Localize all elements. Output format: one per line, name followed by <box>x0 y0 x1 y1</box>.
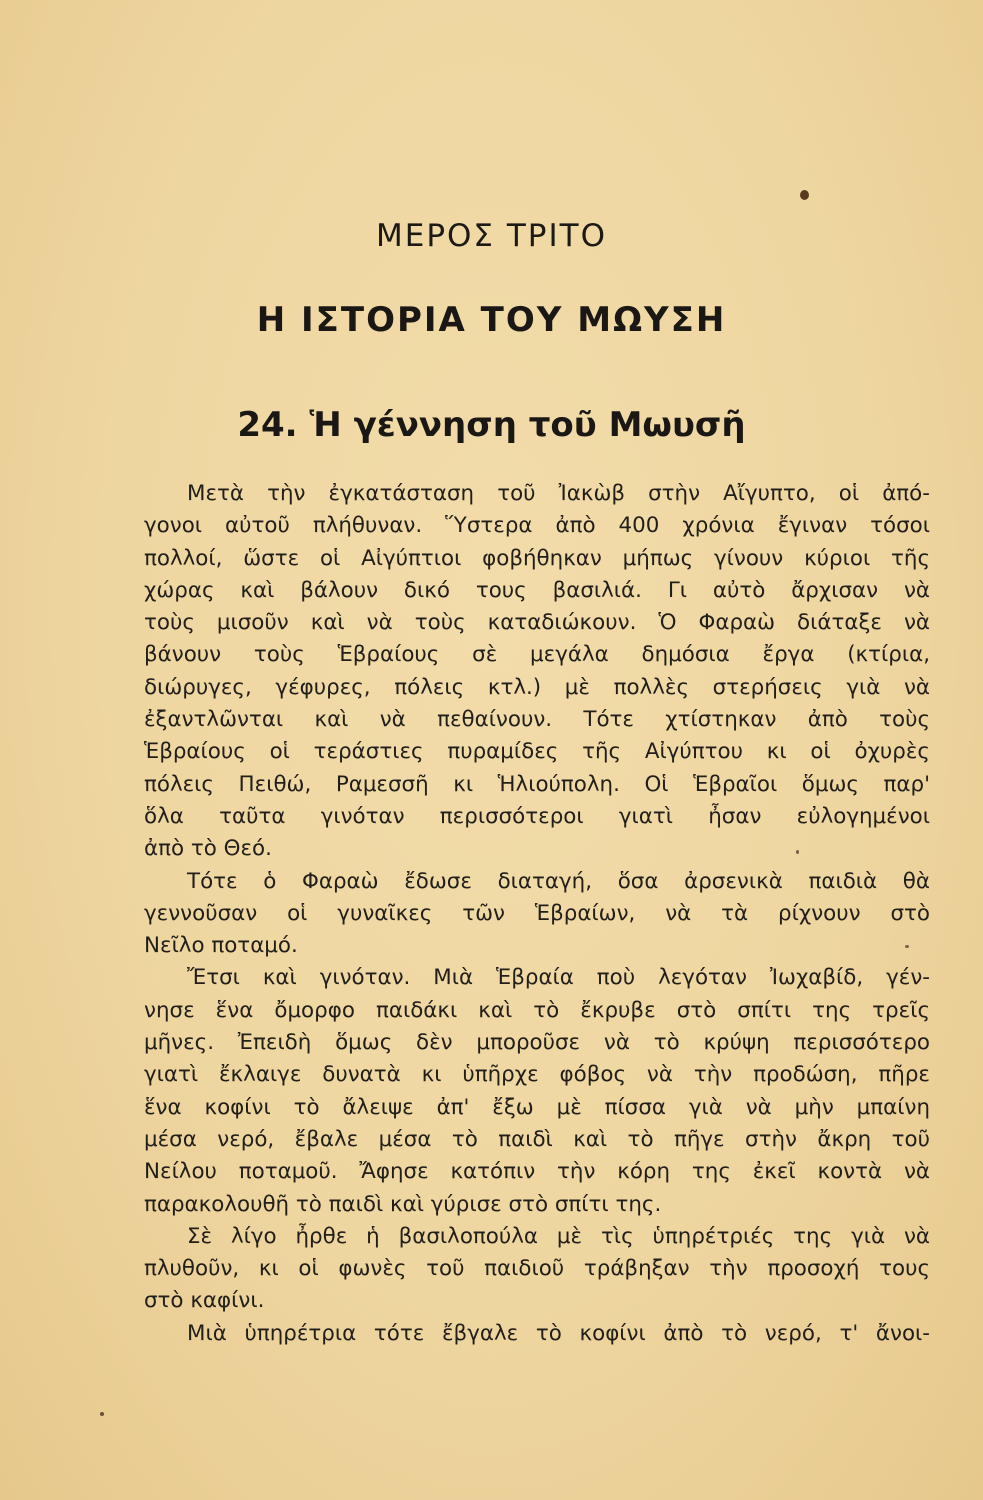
text-line: Σὲ λίγο ἦρθε ἡ βασιλοπούλα μὲ τὶς ὑπηρέτριές της γιὰ νὰ <box>187 1223 930 1249</box>
ink-speck <box>800 190 809 200</box>
text-line: ἕνα κοφίνι τὸ ἄλειψε ἀπ' ἔξω μὲ πίσσα γιὰ νὰ μὴν μπαίνη <box>144 1094 930 1120</box>
text-line: Νεῖλο ποταμό. <box>144 933 298 959</box>
text-line: ὅλα ταῦτα γινόταν περισσότεροι γιατὶ ἦσαν εὐλογημένοι <box>144 803 930 829</box>
text-line: πλυθοῦν, κι οἱ φωνὲς τοῦ παιδιοῦ τράβηξαν τὴν προσοχή τους <box>144 1256 930 1282</box>
text-line: ἀπὸ τὸ Θεό. <box>144 836 272 862</box>
text-line: γεννοῦσαν οἱ γυναῖκες τῶν Ἑβραίων, νὰ τὰ ρίχνουν στὸ <box>144 900 930 926</box>
text-line: στὸ καφίνι. <box>144 1288 265 1314</box>
text-line: μῆνες. Ἐπειδὴ ὅμως δὲν μποροῦσε νὰ τὸ κρύψη περισσότερο <box>144 1030 930 1056</box>
part-title: ΜΕΡΟΣ ΤΡΙΤΟ <box>376 218 607 254</box>
body-text <box>144 478 930 1350</box>
text-line: πολλοί, ὥστε οἱ Αἰγύπτιοι φοβήθηκαν μήπως γίνουν κύριοι τῆς <box>144 545 930 571</box>
ink-speck <box>100 1412 104 1416</box>
text-line: ἐξαντλῶνται καὶ νὰ πεθαίνουν. Τότε χτίστηκαν ἀπὸ τοὺς <box>144 707 930 733</box>
text-line: Ἑβραίους οἱ τεράστιες πυραμίδες τῆς Αἰγύπτου κι οἱ ὀχυρὲς <box>144 739 930 765</box>
text-line: Μιὰ ὑπηρέτρια τότε ἔβγαλε τὸ κοφίνι ἀπὸ τὸ νερό, τ' ἄνοι- <box>187 1320 930 1346</box>
text-line: Ἔτσι καὶ γινόταν. Μιὰ Ἑβραία ποὺ λεγόταν Ἰωχαβίδ, γέν- <box>187 965 930 991</box>
chapter-title: 24. Ἡ γέννηση τοῦ Μωυσῆ <box>237 405 746 445</box>
text-line: παρακολουθῆ τὸ παιδὶ καὶ γύρισε στὸ σπίτι της. <box>144 1191 662 1217</box>
text-line: Νείλου ποταμοῦ. Ἄφησε κατόπιν τὴν κόρη της ἐκεῖ κοντὰ νὰ <box>144 1159 930 1185</box>
text-line: διώρυγες, γέφυρες, πόλεις κτλ.) μὲ πολλὲς στερήσεις γιὰ νὰ <box>144 674 930 700</box>
text-line: τοὺς μισοῦν καὶ νὰ τοὺς καταδιώκουν. Ὁ Φαραὼ διάταξε νὰ <box>144 610 930 636</box>
text-line: γιατὶ ἔκλαιγε δυνατὰ κι ὑπῆρχε φόβος νὰ τὴν προδώση, πῆρε <box>144 1062 930 1088</box>
text-line: νησε ἕνα ὄμορφο παιδάκι καὶ τὸ ἔκρυβε στὸ σπίτι της τρεῖς <box>144 997 930 1023</box>
text-line: μέσα νερό, ἔβαλε μέσα τὸ παιδὶ καὶ τὸ πῆγε στὴν ἄκρη τοῦ <box>144 1126 930 1152</box>
text-line: πόλεις Πειθώ, Ραμεσσῆ κι Ἡλιούπολη. Οἱ Ἑβραῖοι ὅμως παρ' <box>144 771 930 797</box>
text-line: γονοι αὐτοῦ πλήθυναν. Ὕστερα ἀπὸ 400 χρόνια ἔγιναν τόσοι <box>144 513 930 539</box>
text-line: Μετὰ τὴν ἐγκατάσταση τοῦ Ἰακὼβ στὴν Αἴγυπτο, οἱ ἀπό- <box>187 481 930 506</box>
text-line: Τότε ὁ Φαραὼ ἔδωσε διαταγή, ὅσα ἀρσενικὰ παιδιὰ θὰ <box>187 868 930 894</box>
text-line: βάνουν τοὺς Ἑβραίους σὲ μεγάλα δημόσια ἔργα (κτίρια, <box>144 642 930 668</box>
main-title: Η ΙΣΤΟΡΙΑ ΤΟΥ ΜΩΥΣΗ <box>256 300 727 340</box>
text-line: χώρας καὶ βάλουν δικό τους βασιλιά. Γι αὐτὸ ἄρχισαν νὰ <box>144 577 930 603</box>
